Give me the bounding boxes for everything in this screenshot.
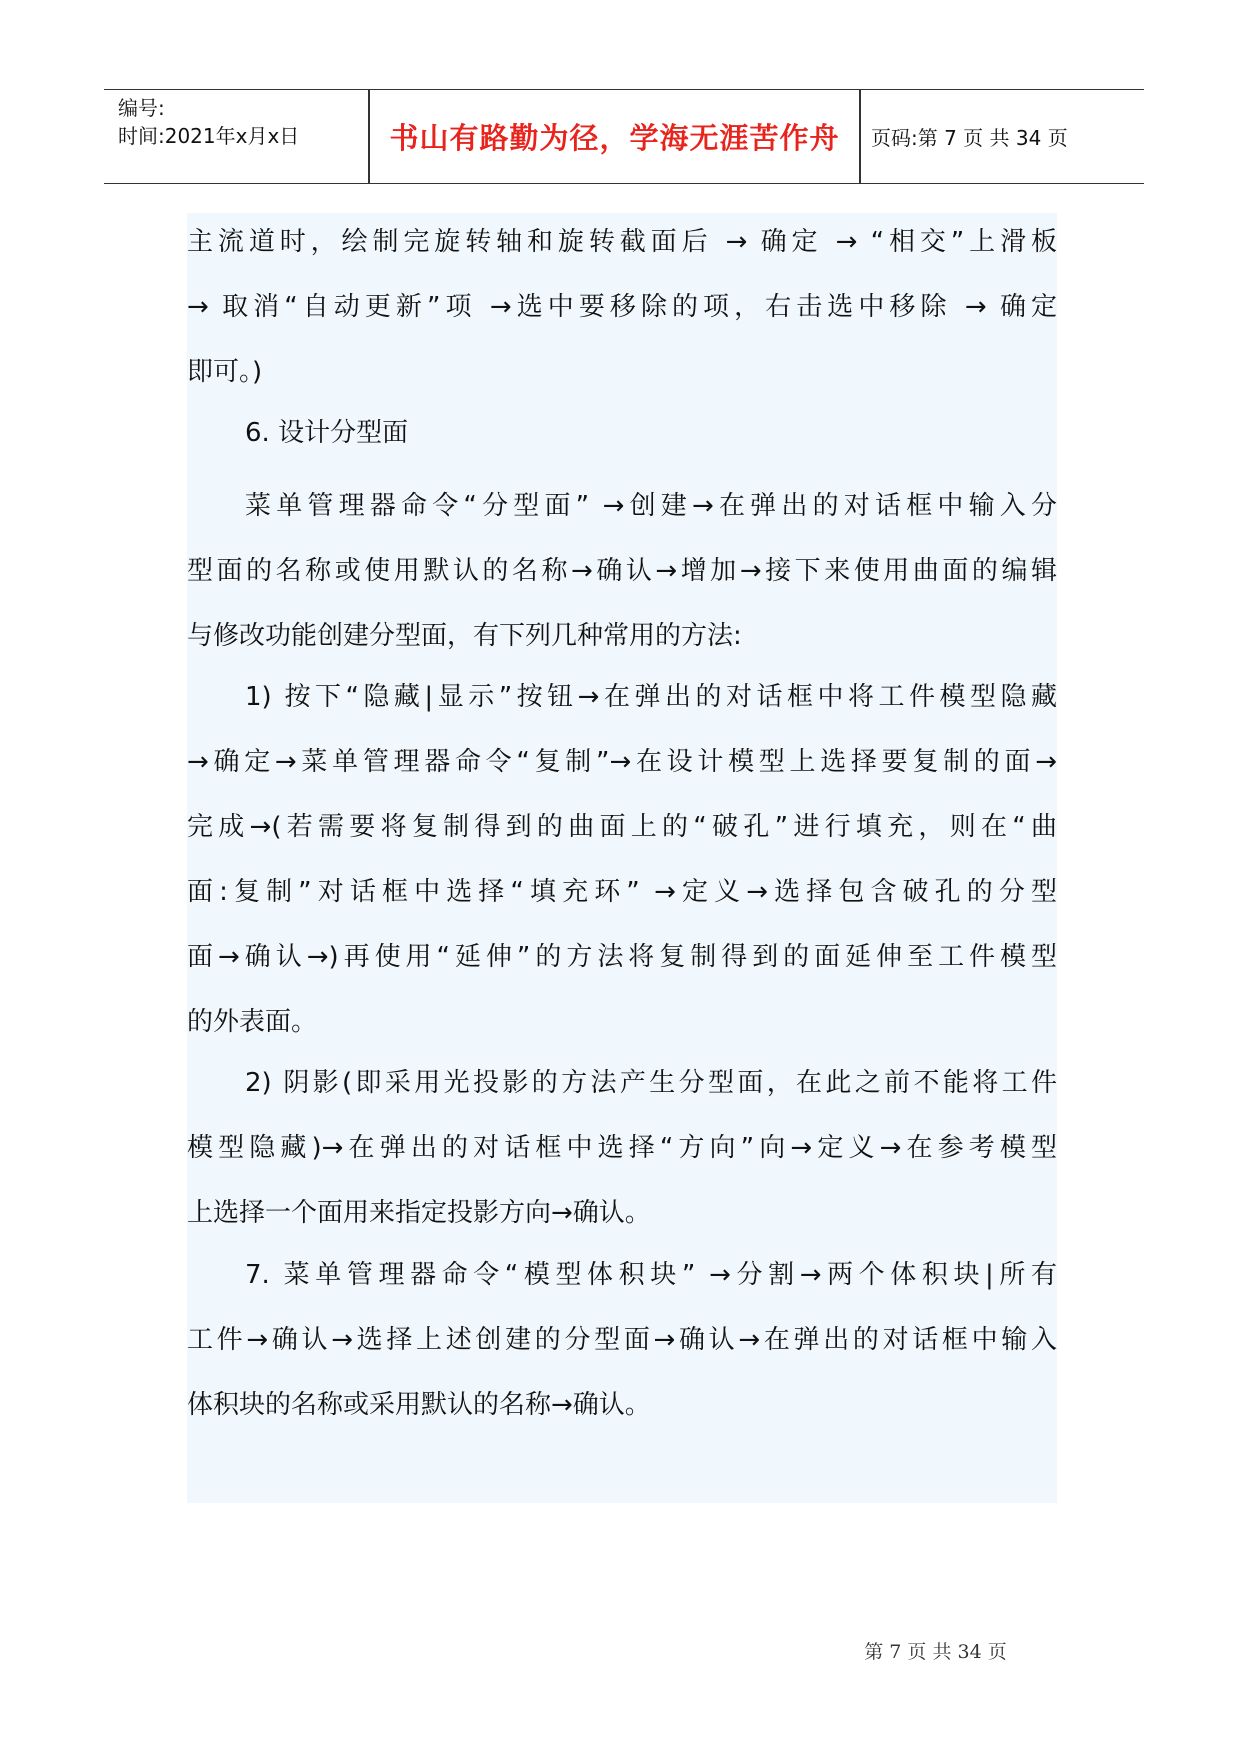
text-line: 完成→(若需要将复制得到的曲面上的“破孔”进行填充，则在“曲 — [187, 812, 1057, 842]
text-line: → 取消“自动更新”项 →选中要移除的项，右击选中移除 → 确定 — [187, 292, 1057, 322]
paragraph-partition-surface — [187, 474, 1057, 669]
document-body — [187, 213, 1057, 1503]
serial-label: 编号: — [118, 96, 165, 120]
header-motto: 书山有路勤为径，学海无涯苦作舟 — [389, 121, 840, 155]
header-meta — [118, 94, 358, 150]
text-line: 7. 菜单管理器命令“模型体积块” →分割→两个体积块|所有 — [245, 1260, 1057, 1290]
list-item-2 — [187, 1051, 1057, 1246]
text-line: 上选择一个面用来指定投影方向→确认。 — [187, 1198, 651, 1228]
section-item-7 — [187, 1243, 1057, 1438]
section-heading-6 — [187, 401, 1057, 466]
text-line: →确定→菜单管理器命令“复制”→在设计模型上选择要复制的面→ — [187, 747, 1057, 777]
text-line: 即可。) — [187, 357, 263, 387]
text-line: 2) 阴影(即采用光投影的方法产生分型面，在此之前不能将工件 — [245, 1068, 1057, 1098]
paragraph-continuation — [187, 210, 1057, 405]
page-header — [104, 89, 1144, 184]
footer-page-number: 第 7 页 共 34 页 — [864, 1641, 1007, 1663]
header-page-info: 页码:第 7 页 共 34 页 — [871, 126, 1068, 150]
text-line: 与修改功能创建分型面，有下列几种常用的方法: — [187, 621, 742, 651]
text-line: 主流道时，绘制完旋转轴和旋转截面后 → 确定 → “相交”上滑板 — [187, 227, 1057, 257]
text-line: 面:复制”对话框中选择“填充环” →定义→选择包含破孔的分型 — [187, 877, 1057, 907]
heading-text: 6. 设计分型面 — [245, 418, 409, 448]
list-item-1 — [187, 665, 1057, 1055]
text-line: 1) 按下“隐藏|显示”按钮→在弹出的对话框中将工件模型隐藏 — [245, 682, 1057, 712]
text-line: 面→确认→)再使用“延伸”的方法将复制得到的面延伸至工件模型 — [187, 942, 1057, 972]
text-line: 的外表面。 — [187, 1007, 318, 1037]
page-footer — [0, 1637, 1241, 1664]
text-line: 工件→确认→选择上述创建的分型面→确认→在弹出的对话框中输入 — [187, 1325, 1057, 1355]
text-line: 模型隐藏)→在弹出的对话框中选择“方向”向→定义→在参考模型 — [187, 1133, 1057, 1163]
header-divider — [859, 90, 861, 183]
text-line: 体积块的名称或采用默认的名称→确认。 — [187, 1390, 651, 1420]
time-label: 时间:2021年x月x日 — [118, 124, 300, 148]
text-line: 菜单管理器命令“分型面” →创建→在弹出的对话框中输入分 — [245, 491, 1057, 521]
text-line: 型面的名称或使用默认的名称→确认→增加→接下来使用曲面的编辑 — [187, 556, 1057, 586]
